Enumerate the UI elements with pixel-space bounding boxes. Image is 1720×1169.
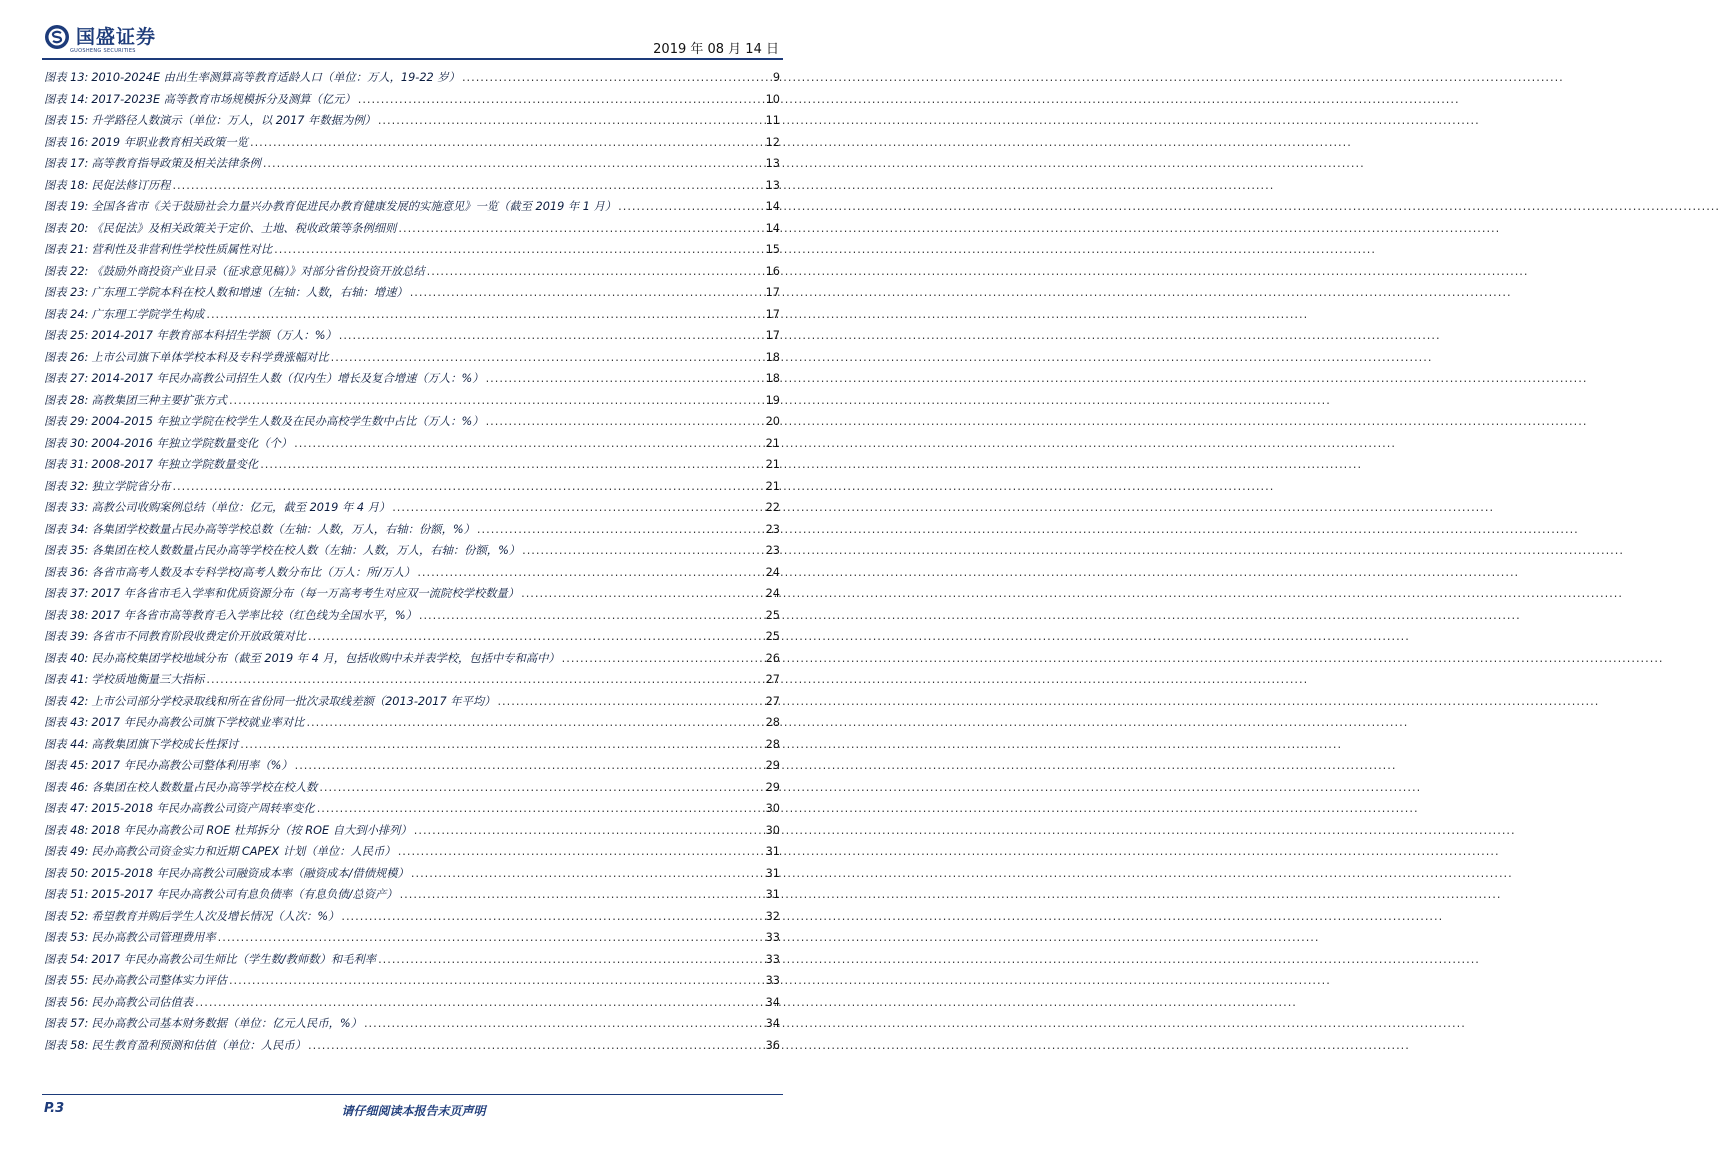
toc-entry[interactable] [44,951,780,973]
toc-entry-page: 11 [765,114,780,127]
toc-entry-label: 图表 55: [44,974,89,987]
toc-entry-title: 民办高教公司基本财务数据（单位：亿元人民币，%） [91,1017,362,1030]
toc-entry-label: 图表 42: [44,694,89,708]
toc-entry-label: 图表 23: [44,286,89,299]
toc-entry-page: 12 [765,135,780,149]
toc-entry-title: 高等教育指导政策及相关法律条例 [91,157,261,170]
toc-entry[interactable] [44,91,780,113]
toc-entry[interactable] [44,263,780,285]
toc-entry[interactable] [44,714,780,736]
toc-entry-title: 各省市不同教育阶段收费定价开放政策对比 [91,630,307,643]
toc-entry[interactable] [44,843,780,865]
toc-leader-dots [260,458,763,471]
toc-entry-title: 2015-2018 年民办高教公司资产周转率变化 [91,802,315,815]
toc-entry-title: 全国各省市《关于鼓励社会力量兴办教育促进民办教育健康发展的实施意见》一览（截至 2019 年 1 月） [91,200,617,213]
toc-leader-dots [206,308,763,321]
toc-leader-dots [521,587,764,600]
toc-entry-page: 25 [765,630,780,643]
toc-leader-dots [308,1039,764,1052]
toc-entry-label: 图表 36: [44,565,89,579]
toc-entry-label: 图表 31: [44,458,89,471]
toc-entry-title: 2017 年各省市毛入学率和优质资源分布（每一万高考考生对应双一流院校学校数量） [91,587,520,600]
toc-entry-page: 36 [765,1038,780,1052]
toc-entry-page: 14 [765,200,780,213]
toc-entry-page: 26 [765,651,780,665]
toc-entry-page: 32 [765,909,780,923]
toc-entry-title: 2010-2024E 由出生率测算高等教育适龄人口（单位：万人，19-22 岁） [91,71,460,84]
toc-entry-label: 图表 25: [44,329,89,342]
toc-entry[interactable] [44,478,780,500]
toc-entry[interactable] [44,112,780,134]
toc-entry-title: 民办高教公司资金实力和近期 CAPEX 计划（单位：人民币） [91,845,396,858]
toc-entry[interactable] [44,198,780,220]
toc-entry-title: 广东理工学院本科在校人数和增速（左轴：人数，右轴：增速） [91,286,408,299]
toc-entry-page: 33 [765,931,780,944]
toc-entry-page: 13 [765,157,780,170]
report-date: 2019 年 08 月 14 日 [653,42,779,57]
toc-entry-label: 图表 15: [44,114,89,127]
toc-entry[interactable] [44,908,780,930]
page-number: P.3 [44,1101,65,1116]
toc-entry-page: 17 [765,329,780,342]
toc-entry-label: 图表 52: [44,909,89,923]
toc-entry-title: 2017 年民办高教公司整体利用率（%） [91,759,293,772]
toc-entry-label: 图表 45: [44,759,89,772]
toc-entry-title: 学校质地衡量三大指标 [91,673,205,686]
toc-leader-dots [477,523,764,536]
toc-entry-label: 图表 51: [44,888,89,901]
logo-text: 国盛证券 [76,26,157,48]
toc-leader-dots [229,974,764,987]
toc-leader-dots [317,802,764,815]
toc-entry-title: 高教集团旗下学校成长性探讨 [91,737,239,751]
toc-leader-dots [250,136,764,149]
toc-entry-title: 2014-2017 年教育部本科招生学额（万人：%） [91,329,337,342]
toc-entry-label: 图表 50: [44,866,89,880]
toc-entry-page: 18 [765,372,780,385]
toc-entry-page: 21 [765,458,780,471]
toc-entry-label: 图表 18: [44,178,89,192]
toc-entry[interactable] [44,972,780,994]
toc-entry[interactable] [44,929,780,951]
toc-entry[interactable] [44,284,780,306]
toc-entry[interactable] [44,327,780,349]
toc-entry[interactable] [44,1015,780,1037]
toc-entry-page: 17 [765,286,780,299]
toc-entry[interactable] [44,177,780,199]
toc-leader-dots [562,652,764,665]
toc-entry-title: 营利性及非营利性学校性质属性对比 [91,243,273,256]
toc-entry-page: 30 [765,802,780,815]
toc-entry-label: 图表 44: [44,737,89,751]
toc-entry-page: 13 [765,178,780,192]
guosheng-logo-icon [44,24,70,50]
toc-entry-title: 2018 年民办高教公司 ROE 杜邦拆分（按 ROE 自大到小排列） [91,823,412,837]
toc-leader-dots [419,609,764,622]
toc-entry-page: 31 [765,888,780,901]
toc-leader-dots [414,824,764,837]
toc-leader-dots [274,243,763,256]
toc-entry-title: 民办高校集团学校地域分布（截至 2019 年 4 月，包括收购中未并表学校，包括中专和高中） [91,651,560,665]
toc-entry-page: 21 [765,436,780,450]
toc-entry-page: 28 [765,716,780,729]
toc-entry-title: 各集团在校人数数量占民办高等学校在校人数 [91,780,318,794]
toc-entry[interactable] [44,607,780,629]
toc-entry[interactable] [44,822,780,844]
toc-entry[interactable] [44,306,780,328]
toc-entry-label: 图表 21: [44,243,89,256]
toc-leader-dots [522,544,764,557]
toc-entry-label: 图表 37: [44,587,89,600]
toc-entry-page: 22 [765,501,780,514]
toc-entry-page: 20 [765,415,780,428]
toc-entry-title: 高教集团三种主要扩张方式 [91,393,227,407]
page-header [0,0,827,64]
toc-entry[interactable] [44,134,780,156]
toc-leader-dots [400,888,764,901]
toc-leader-dots [195,996,764,1009]
toc-entry-title: 2004-2015 年独立学院在校学生人数及在民办高校学生数中占比（万人：%） [91,415,484,428]
toc-entry-page: 29 [765,780,780,794]
toc-entry-page: 10 [765,92,780,106]
toc-entry-page: 16 [765,264,780,278]
toc-entry-title: 民生教育盈利预测和估值（单位：人民币） [91,1038,307,1052]
toc-entry-page: 29 [765,759,780,772]
toc-entry[interactable] [44,779,780,801]
toc-entry-title: 希望教育并购后学生人次及增长情况（人次：%） [91,909,340,923]
toc-entry-title: 2008-2017 年独立学院数量变化 [91,458,259,471]
toc-entry-page: 25 [765,608,780,622]
toc-entry-page: 33 [765,952,780,966]
toc-entry[interactable] [44,69,780,91]
toc-entry-title: 2017 年各省市高等教育毛入学率比较（红色线为全国水平，%） [91,608,417,622]
toc-entry-page: 31 [765,866,780,880]
toc-entry-page: 18 [765,350,780,364]
toc-entry-page: 21 [765,479,780,493]
toc-entry-page: 33 [765,974,780,987]
toc-entry[interactable] [44,994,780,1016]
toc-leader-dots [417,566,763,579]
toc-leader-dots [618,200,763,213]
toc-entry[interactable] [44,628,780,650]
toc-entry-page: 30 [765,823,780,837]
toc-entry[interactable] [44,650,780,672]
toc-leader-dots [411,867,764,880]
toc-entry[interactable] [44,800,780,822]
toc-leader-dots [486,415,764,428]
toc-entry[interactable] [44,241,780,263]
toc-leader-dots [240,738,763,751]
toc-entry[interactable] [44,435,780,457]
toc-entry[interactable] [44,155,780,177]
toc-entry-label: 图表 39: [44,630,89,643]
toc-leader-dots [294,437,764,450]
toc-entry-label: 图表 20: [44,221,89,235]
toc-entry-title: 2004-2016 年独立学院数量变化（个） [91,436,293,450]
toc-entry-page: 27 [765,694,780,708]
toc-leader-dots [331,351,764,364]
toc-leader-dots [319,781,763,794]
toc-entry-title: 《鼓励外商投资产业目录（征求意见稿）》对部分省份投资开放总结 [91,264,425,278]
toc-entry-label: 图表 22: [44,264,89,278]
toc-entry-title: 各集团学校数量占民办高等学校总数（左轴：人数，万人，右轴：份额，%） [91,522,475,536]
toc-entry-page: 24 [765,587,780,600]
toc-leader-dots [378,114,764,127]
toc-entry-page: 34 [765,995,780,1009]
toc-entry-title: 2014-2017 年民办高教公司招生人数（仅内生）增长及复合增速（万人：%） [91,372,484,385]
toc-entry-label: 图表 41: [44,673,89,686]
toc-leader-dots [364,1017,764,1030]
toc-entry[interactable] [44,865,780,887]
toc-entry-label: 图表 54: [44,952,89,966]
disclaimer-note: 请仔细阅读本报告末页声明 [341,1104,486,1118]
toc-leader-dots [308,630,764,643]
toc-entry-title: 2017 年民办高教公司旗下学校就业率对比 [91,716,305,729]
toc-entry-label: 图表 16: [44,135,89,149]
toc-entry-label: 图表 40: [44,651,89,665]
toc-leader-dots [497,695,763,708]
toc-entry[interactable] [44,370,780,392]
toc-entry-label: 图表 30: [44,436,89,450]
toc-entry-title: 2015-2018 年民办高教公司融资成本率（融资成本/借债规模） [91,866,409,880]
toc-entry-label: 图表 19: [44,200,89,213]
toc-leader-dots [172,480,763,493]
toc-entry[interactable] [44,456,780,478]
toc-leader-dots [427,265,764,278]
toc-entry[interactable] [44,693,780,715]
toc-entry-title: 升学路径人数演示（单位：万人，以 2017 年数据为例） [91,114,376,127]
toc-leader-dots [462,71,771,84]
toc-entry-title: 民办高教公司管理费用率 [91,931,216,944]
toc-entry[interactable] [44,349,780,371]
company-logo [44,24,157,54]
toc-leader-dots [172,179,763,192]
logo-subtext: GUOSHENG SECURITIES [70,48,136,54]
toc-entry[interactable] [44,886,780,908]
toc-leader-dots [229,394,764,407]
toc-entry[interactable] [44,542,780,564]
toc-entry-label: 图表 49: [44,845,89,858]
toc-entry[interactable] [44,671,780,693]
toc-entry-page: 19 [765,393,780,407]
toc-entry[interactable] [44,499,780,521]
toc-entry-label: 图表 34: [44,522,89,536]
toc-entry[interactable] [44,564,780,586]
toc-entry-label: 图表 32: [44,479,89,493]
toc-entry-label: 图表 58: [44,1038,89,1052]
toc-entry-label: 图表 26: [44,350,89,364]
toc-entry-title: 民办高教公司整体实力评估 [91,974,227,987]
toc-entry-label: 图表 38: [44,608,89,622]
toc-entry-title: 2017 年民办高教公司生师比（学生数/教师数）和毛利率 [91,952,377,966]
toc-leader-dots [486,372,764,385]
toc-entry-label: 图表 28: [44,393,89,407]
toc-entry-label: 图表 14: [44,92,89,106]
toc-entry[interactable] [44,413,780,435]
toc-entry-page: 24 [765,565,780,579]
toc-leader-dots [218,931,764,944]
toc-entry-label: 图表 33: [44,501,89,514]
toc-leader-dots [306,716,763,729]
toc-leader-dots [341,910,763,923]
toc-entry-page: 9 [772,71,780,84]
toc-entry-title: 上市公司旗下单体学校本科及专科学费涨幅对比 [91,350,329,364]
toc-leader-dots [263,157,764,170]
toc-entry[interactable] [44,585,780,607]
toc-entry-title: 广东理工学院学生构成 [91,307,205,321]
toc-entry-page: 14 [765,221,780,235]
toc-entry-title: 各省市高考人数及本专科学校/高考人数分布比（万人：所/万人） [91,565,416,579]
toc-leader-dots [378,953,764,966]
toc-leader-dots [392,501,763,514]
toc-entry-page: 27 [765,673,780,686]
table-of-figures [44,69,780,1058]
toc-leader-dots [295,759,764,772]
footer-divider [42,1094,783,1095]
toc-entry-label: 图表 24: [44,307,89,321]
header-divider [42,58,783,60]
toc-entry-page: 23 [765,544,780,557]
toc-entry-page: 34 [765,1017,780,1030]
toc-entry-title: 各集团在校人数数量占民办高等学校在校人数（左轴：人数，万人，右轴：份额，%） [91,544,521,557]
toc-entry-title: 独立学院省分布 [91,479,171,493]
toc-entry-label: 图表 43: [44,716,89,729]
toc-entry-page: 28 [765,737,780,751]
toc-leader-dots [398,845,764,858]
toc-entry-title: 民促法修订历程 [91,178,171,192]
toc-entry-label: 图表 47: [44,802,89,815]
toc-entry-label: 图表 46: [44,780,89,794]
toc-entry-title: 《民促法》及相关政策关于定价、土地、税收政策等条例细则 [91,221,397,235]
toc-entry[interactable] [44,392,780,414]
toc-leader-dots [398,222,763,235]
toc-entry-label: 图表 17: [44,157,89,170]
toc-entry-label: 图表 57: [44,1017,89,1030]
toc-entry-page: 15 [765,243,780,256]
toc-entry-label: 图表 13: [44,71,89,84]
toc-entry-label: 图表 56: [44,995,89,1009]
toc-entry[interactable] [44,1037,780,1059]
toc-leader-dots [206,673,763,686]
toc-entry-title: 2017-2023E 高等教育市场规模拆分及测算（亿元） [91,92,356,106]
toc-entry-title: 2019 年职业教育相关政策一览 [91,135,248,149]
toc-entry-label: 图表 48: [44,823,89,837]
toc-entry[interactable] [44,736,780,758]
toc-entry-title: 上市公司部分学校录取线和所在省份同一批次录取线差额（2013-2017 年平均） [91,694,496,708]
toc-entry-label: 图表 35: [44,544,89,557]
toc-entry-label: 图表 53: [44,931,89,944]
toc-leader-dots [358,93,764,106]
toc-entry-page: 31 [765,845,780,858]
toc-entry-page: 23 [765,522,780,536]
toc-entry-label: 图表 29: [44,415,89,428]
toc-entry[interactable] [44,521,780,543]
toc-entry-title: 民办高教公司估值表 [91,995,194,1009]
toc-entry[interactable] [44,757,780,779]
toc-leader-dots [410,286,764,299]
toc-entry[interactable] [44,220,780,242]
toc-leader-dots [339,329,764,342]
toc-entry-label: 图表 27: [44,372,89,385]
toc-entry-title: 高教公司收购案例总结（单位：亿元，截至 2019 年 4 月） [91,501,391,514]
toc-entry-page: 17 [765,307,780,321]
toc-entry-title: 2015-2017 年民办高教公司有息负债率（有息负债/总资产） [91,888,398,901]
